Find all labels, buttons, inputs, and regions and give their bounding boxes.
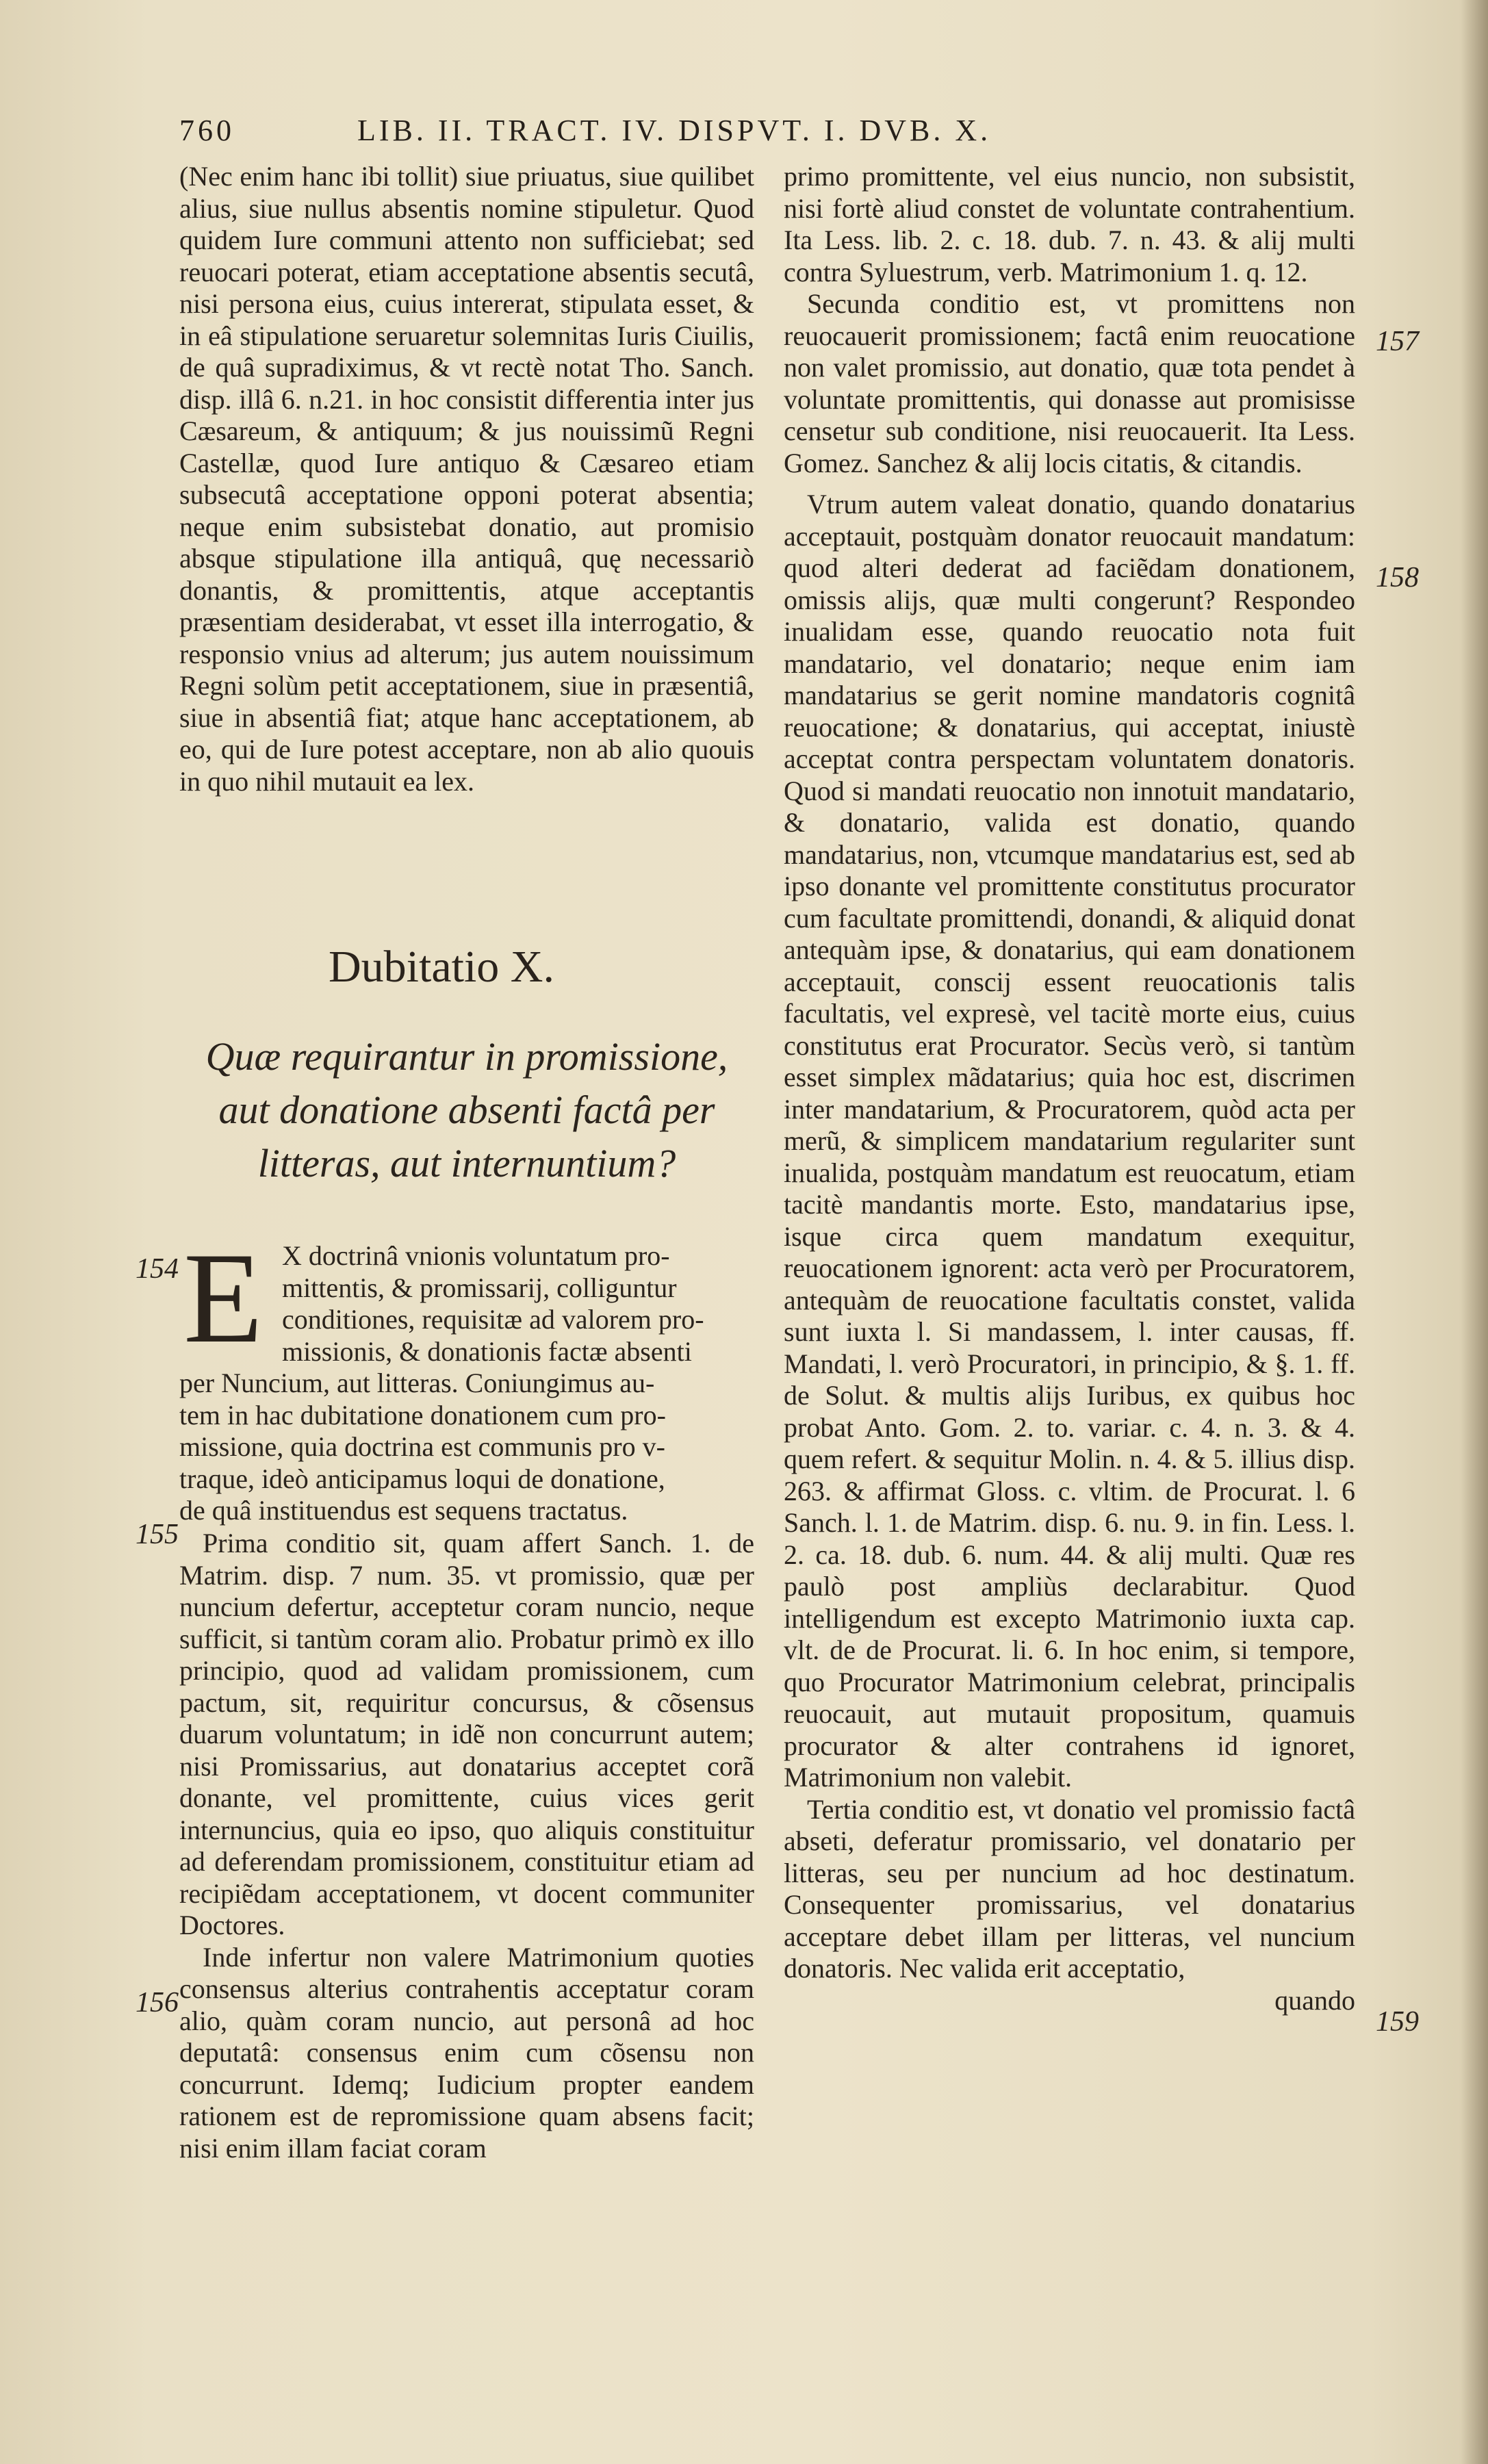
opening-paragraph xyxy=(179,1227,754,1527)
page-header xyxy=(179,113,1384,161)
drop-cap-letter: E xyxy=(183,1227,264,1370)
opening-line: missione, quia doctrina est communis pro v- xyxy=(179,1431,665,1462)
paragraph-159: Tertia conditio est, vt donatio vel promissio factâ abseti, deferatur promissario, vel donatario per litteras, seu per nuncium ad hoc destinatum. Consequenter promissarius, vel donatarius acceptare debet illam per litteras, vel nuncium donatoris. Nec valida erit acceptatio, xyxy=(784,1793,1355,1984)
paragraph-157: Secunda conditio est, vt promittens non reuocauerit promissionem; factâ enim reuocatione non valet promissio, aut donatio, quæ tota pendet à voluntate promittentis, qui donasse aut promisisse censetur sub conditione, nisi reuocauerit. Ita Less. Gomez. Sanchez & alij locis citatis, & citandis. xyxy=(784,288,1355,478)
opening-line: traque, ideò anticipamus loqui de donatione, xyxy=(179,1463,665,1494)
opening-line: missionis, & donationis factæ absenti xyxy=(282,1335,692,1367)
margin-number-158: 158 xyxy=(1376,562,1419,593)
left-column-lower xyxy=(179,1528,754,2164)
margin-number-154: 154 xyxy=(136,1253,179,1285)
opening-line: conditiones, requisitæ ad valorem pro- xyxy=(282,1304,704,1335)
paragraph-156: Inde infertur non valere Matrimonium quoties consensus alterius contrahentis acceptatur coram alio, quàm coram nuncio, aut personâ ad hoc deputatâ: consensus enim cum cõsensu non concurrunt. Idemq; Iudicium propter eandem rationem est de repromissione quam absens facit; nisi enim illam faciat coram xyxy=(179,1941,754,2164)
opening-line: per Nuncium, aut litteras. Coniungimus au- xyxy=(179,1368,655,1398)
margin-number-159: 159 xyxy=(1376,2006,1419,2038)
opening-line: X doctrinâ vnionis voluntatum pro- xyxy=(282,1240,670,1271)
margin-number-157: 157 xyxy=(1376,326,1419,357)
left-column xyxy=(179,161,754,797)
opening-line: mittentis, & promissarij, colliguntur xyxy=(282,1272,677,1303)
paragraph-155: Prima conditio sit, quam affert Sanch. 1. de Matrim. disp. 7 num. 35. vt promissio, quæ per nuncium defertur, acceptetur coram nuncio, neque sufficit, si tantùm coram alio. Probatur primò ex illo principio, quod ad validam promissionem, cum pactum, sit, requiritur concursus, & cõsensus duarum voluntatum; in idẽ non concurrunt autem; nisi Promissarius, aut donatarius acceptet corã donante, vel promittente, cuius vices gerit internuncius, quia eo ipso, quo aliquis constituitur ad deferendam promissionem, constituitur etiam ad recipiẽdam acceptationem, vt docent communiter Doctores. xyxy=(179,1528,754,1940)
paragraph-continued-right: primo promittente, vel eius nuncio, non subsistit, nisi fortè aliud constet de voluntate contrahentium. Ita Less. lib. 2. c. 18. dub. 7. n. 43. & alij multi contra Syluestrum, verb. Matrimonium 1. q. 12. xyxy=(784,161,1355,287)
margin-number-156: 156 xyxy=(136,1987,179,2018)
right-column xyxy=(784,161,1355,2016)
opening-line: tem in hac dubitatione donationem cum pro- xyxy=(179,1399,666,1430)
paragraph-158: Vtrum autem valeat donatio, quando donatarius acceptauit, postquàm donator reuocauit mandatum: quod alteri dederat ad faciẽdam donationem, omissis alijs, quæ multi congerunt? Respondeo inualidam esse, quando reuocatio nota fuit mandatario, vel donatario; neque enim iam mandatarius se gerit nomine mandatoris cognitâ reuocatione; & donatarius, qui acceptat, iniustè acceptat contra perspectam voluntatem donatoris. Quod si mandati reuocatio non innotuit mandatario, & donatario, valida est donatio, quando mandatarius, non, vtcumque mandatarius est, sed ab ipso donante vel promittente constitutus procurator cum facultate promittendi, donandi, & aliquid donat antequàm ipse, & donatarius, qui eam donationem acceptauit, conscij essent reuocationis talis facultatis, vel expresè, vel tacitè morte eius, cuius constitutus erat Procurator. Secùs verò, si tantùm esset simplex mãdatarius; quia hoc est, discrimen inter mandatarium, & Procuratorem, quòd acta per merũ, & simplicem mandatarium regulariter sunt inualida, postquàm mandatum est reuocatum, etiam tacitè mandantis morte. Esto, mandatarius ipse, isque circa quem mandatum exequitur, reuocationem ignorent: acta verò per Procuratorem, antequàm de reuocatione facultatis constet, valida sunt iuxta l. Si mandassem, l. inter causas, ff. Mandati, l. verò Procuratori, in principio, & §. 1. ff. de Solut. & multis alijs Iuribus, ex quibus hoc probat Anto. Gom. 2. to. variar. c. 4. n. 3. & 4. quem refert. & sequitur Molin. n. 4. & 5. illius disp. 263. & affirmat Gloss. c. vltim. de Procurat. l. 6 Sanch. l. 1. de Matrim. disp. 6. nu. 9. in fin. Less. l. 2. ca. 18. dub. 6. num. 44. & alij multi. Quæ res paulò post ampliùs declarabitur. Quod intelligendum est excepto Matrimonio iuxta cap. vlt. de de Procurat. li. 6. In hoc enim, si tempore, quo Procurator Matrimonium celebrat, principalis reuocauit, aut mutauit propositum, quamuis procurator & alter contrahens id ignoret, Matrimonium non valebit. xyxy=(784,489,1355,1793)
catchword: quando xyxy=(1274,1984,1355,2016)
margin-number-155: 155 xyxy=(136,1519,179,1550)
dubitatio-title: Dubitatio X. xyxy=(329,942,554,992)
opening-line: de quâ instituendus est sequens tractatus. xyxy=(179,1495,628,1526)
gutter-shadow xyxy=(1461,0,1488,2464)
paragraph-continued: (Nec enim hanc ibi tollit) siue priuatus, siue quilibet alius, siue nullus absentis nomine stipuletur. Quod quidem Iure communi attento non sufficiebat; sed reuocari poterat, etiam acceptatione absentis secutâ, nisi persona eius, cuius intererat, stipulata esset, & in eâ stipulatione seruaretur solemnitas Iuris Ciuilis, de quâ supradiximus, & vt rectè notat Tho. Sanch. disp. illâ 6. n.21. in hoc consistit differentia inter jus Cæsareum, & antiquum; & jus nouissimũ Regni Castellæ, quod Iure antiquo & Cæsareo etiam subsecutâ acceptatione opponi poterat absentia; neque enim subsistebat donatio, aut promisio absque stipulatione illa antiquâ, quę necessariò donantis, & promittentis, atque acceptantis præsentiam desiderabat, vt esset illa interrogatio, & responsio vnius ad alterum; jus autem nouissimum Regni solùm petit acceptationem, siue in præsentiâ, siue in absentiâ fiat; atque hanc acceptationem, ab eo, qui de Iure potest acceptare, non ab alio quouis in quo nihil mutauit ea lex. xyxy=(179,161,754,797)
page-number: 760 xyxy=(179,114,235,147)
running-head: LIB. II. TRACT. IV. DISPVT. I. DVB. X. xyxy=(357,114,992,147)
dubitatio-question: Quæ requirantur in promissione, aut donatione absenti factâ per litteras, aut internuntium? xyxy=(205,1034,728,1185)
